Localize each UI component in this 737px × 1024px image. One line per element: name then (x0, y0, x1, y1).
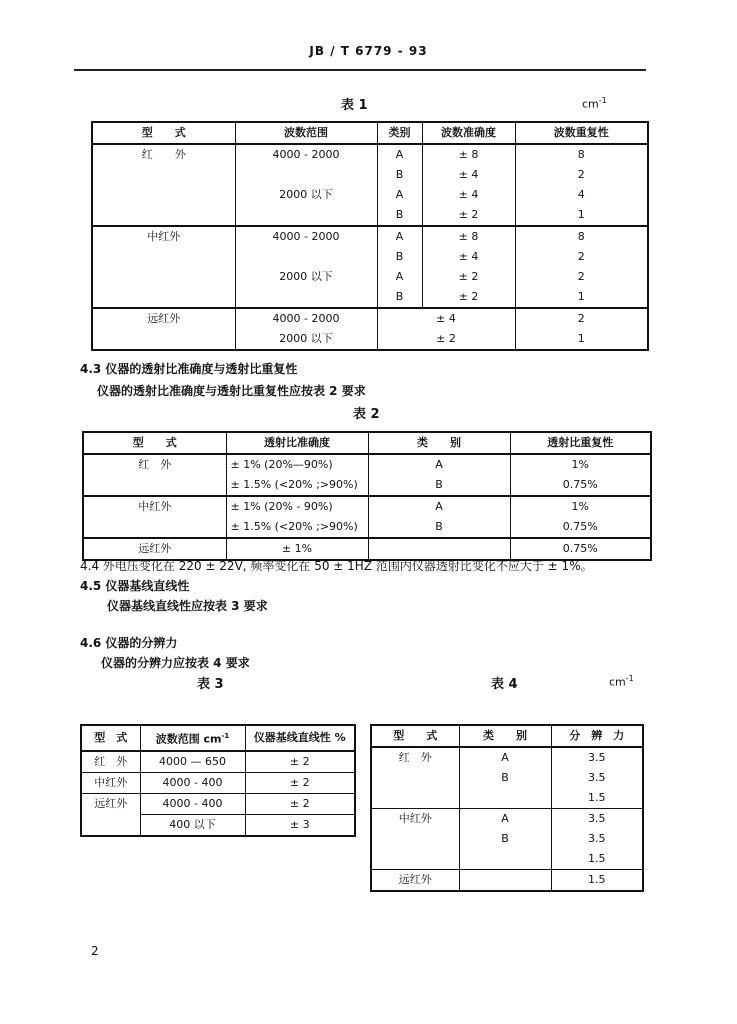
table-cell: ± 2 (422, 287, 515, 308)
table-cell: ± 2 (422, 205, 515, 226)
table3-header-cell: 仪器基线直线性 % (245, 725, 355, 751)
table-row (371, 870, 643, 892)
table-cell (235, 287, 377, 308)
table-cell: 2 (515, 247, 648, 267)
table-cell: 0.75% (510, 475, 651, 496)
table-cell (459, 849, 551, 870)
table4-unit: $cm^{-1}$ (609, 674, 634, 689)
section-4-6-title: 4.6 仪器的分辨力 (80, 636, 178, 650)
table-cell: A (368, 496, 510, 517)
table1-type-cell: 中红外 (92, 226, 235, 308)
table2-header-row (83, 432, 651, 454)
table1-type-cell: 红 外 (92, 144, 235, 226)
table-cell: A (377, 185, 422, 205)
table-cell: 8 (515, 226, 648, 247)
table-cell: ± 2 (245, 772, 355, 793)
table-cell: 远红外 (81, 793, 140, 814)
table-cell: ± 4 (422, 185, 515, 205)
table-cell: 8 (515, 144, 648, 165)
document-code: JB / T 6779 - 93 (309, 44, 428, 58)
page-number: 2 (91, 944, 99, 958)
table-cell: ± 1.5% (<20% ;>90%) (226, 517, 368, 538)
table-cell: B (368, 517, 510, 538)
table2-type-cell: 红 外 (83, 454, 226, 496)
table-cell (459, 788, 551, 809)
table-cell: 1 (515, 329, 648, 350)
table1-type-cell: 远红外 (92, 308, 235, 350)
table2-type-cell: 中红外 (83, 496, 226, 538)
table4-type-cell: 中红外 (371, 809, 459, 870)
table-cell: A (377, 144, 422, 165)
section-4-4-text: 4.4 外电压变化在 220 ± 22V, 频率变化在 50 ± 1HZ 范围内仪器透射比变化不应大于 ± 1%。 (80, 559, 593, 573)
table2-header-cell: 透射比重复性 (510, 432, 651, 454)
table-cell: B (377, 247, 422, 267)
table-cell: B (368, 475, 510, 496)
table-row (81, 751, 355, 773)
table2-type-cell: 远红外 (83, 538, 226, 560)
table-row (92, 226, 648, 247)
table-cell (459, 870, 551, 892)
table-cell: 4000 — 650 (140, 751, 245, 773)
table-cell (235, 247, 377, 267)
table4-header-cell: 分 辨 力 (551, 725, 643, 747)
table-cell: ± 2 (245, 751, 355, 773)
table-cell: ± 1% (226, 538, 368, 560)
table-cell: 2000 以下 (235, 267, 377, 287)
table-cell: 4000 - 2000 (235, 308, 377, 329)
table-row (81, 772, 355, 793)
table-cell (235, 165, 377, 185)
table-cell: ± 8 (422, 144, 515, 165)
table-cell: 0.75% (510, 517, 651, 538)
table-cell (235, 205, 377, 226)
table1-unit: $cm^{-1}$ (582, 96, 607, 111)
table-cell: ± 3 (245, 814, 355, 836)
table-row (83, 496, 651, 517)
table1-caption: 表 1 (341, 98, 368, 113)
table-row (92, 308, 648, 329)
section-4-5-title: 4.5 仪器基线直线性 (80, 579, 190, 593)
table3-header-cell: 型 式 (81, 725, 140, 751)
header-rule (74, 69, 646, 71)
section-4-3-text: 仪器的透射比准确度与透射比重复性应按表 2 要求 (97, 384, 366, 398)
table-cell: 2000 以下 (235, 185, 377, 205)
table1-header-row (92, 122, 648, 144)
table-cell: 400 以下 (140, 814, 245, 836)
table-cell: 2000 以下 (235, 329, 377, 350)
table1-header-cell: 波数重复性 (515, 122, 648, 144)
table-cell: 4000 - 2000 (235, 226, 377, 247)
section-4-6-text: 仪器的分辨力应按表 4 要求 (101, 656, 250, 670)
table2-header-cell: 型 式 (83, 432, 226, 454)
table-row (371, 747, 643, 768)
table-row (81, 814, 355, 836)
table-cell: 2 (515, 165, 648, 185)
table-row (371, 809, 643, 830)
table-cell: ± 1.5% (<20% ;>90%) (226, 475, 368, 496)
table4-caption: 表 4 (491, 677, 518, 692)
table-cell: ± 4 (422, 165, 515, 185)
section-4-3-title: 4.3 仪器的透射比准确度与透射比重复性 (80, 362, 298, 376)
table3 (80, 724, 356, 837)
table-cell (81, 814, 140, 836)
table-cell: A (377, 267, 422, 287)
table-cell: A (459, 809, 551, 830)
table-cell: ± 2 (245, 793, 355, 814)
table-cell: B (459, 768, 551, 788)
table1-header-cell: 波数准确度 (422, 122, 515, 144)
section-4-5-text: 仪器基线直线性应按表 3 要求 (107, 599, 268, 613)
table1-header-cell: 波数范围 (235, 122, 377, 144)
table-cell: ± 2 (377, 329, 515, 350)
table4-header-cell: 型 式 (371, 725, 459, 747)
table-cell: ± 4 (377, 308, 515, 329)
table-cell: A (368, 454, 510, 475)
table-cell: 3.5 (551, 747, 643, 768)
table-cell: 3.5 (551, 809, 643, 830)
table-cell: 2 (515, 267, 648, 287)
table-cell: 3.5 (551, 829, 643, 849)
table-cell: 1% (510, 496, 651, 517)
table-cell: 1.5 (551, 849, 643, 870)
table-cell: 中红外 (81, 772, 140, 793)
table-cell: 1.5 (551, 870, 643, 892)
table-cell: ± 4 (422, 247, 515, 267)
table-row (83, 454, 651, 475)
table-cell: 1 (515, 205, 648, 226)
table-cell: 1.5 (551, 788, 643, 809)
table1-header-cell: 类别 (377, 122, 422, 144)
table-cell: B (377, 205, 422, 226)
table-cell: B (459, 829, 551, 849)
table4-header-row (371, 725, 643, 747)
table1 (91, 121, 649, 351)
table-row (81, 793, 355, 814)
table3-caption: 表 3 (197, 677, 224, 692)
table-cell: ± 1% (20% - 90%) (226, 496, 368, 517)
table4-type-cell: 红 外 (371, 747, 459, 809)
table-cell: 2 (515, 308, 648, 329)
table-cell: 0.75% (510, 538, 651, 560)
table2-caption: 表 2 (353, 407, 380, 422)
table-cell: B (377, 287, 422, 308)
table-cell: 4000 - 400 (140, 772, 245, 793)
table1-header-cell: 型 式 (92, 122, 235, 144)
table2 (82, 431, 652, 561)
table-cell: ± 2 (422, 267, 515, 287)
table-cell: 4 (515, 185, 648, 205)
table3-header-row (81, 725, 355, 751)
table-cell: 红 外 (81, 751, 140, 773)
table-cell: A (377, 226, 422, 247)
table2-header-cell: 类 别 (368, 432, 510, 454)
table-cell: 4000 - 2000 (235, 144, 377, 165)
table-cell: 3.5 (551, 768, 643, 788)
table-cell: 1 (515, 287, 648, 308)
table-cell: 4000 - 400 (140, 793, 245, 814)
table-cell: 1% (510, 454, 651, 475)
table2-header-cell: 透射比准确度 (226, 432, 368, 454)
table-row (92, 144, 648, 165)
table4 (370, 724, 644, 892)
table-cell: A (459, 747, 551, 768)
table4-type-cell: 远红外 (371, 870, 459, 892)
table3-header-cell: 波数范围 $cm^{-1}$ (140, 725, 245, 751)
table4-header-cell: 类 别 (459, 725, 551, 747)
table-cell: B (377, 165, 422, 185)
table-cell: ± 8 (422, 226, 515, 247)
table-cell: ± 1% (20%—90%) (226, 454, 368, 475)
